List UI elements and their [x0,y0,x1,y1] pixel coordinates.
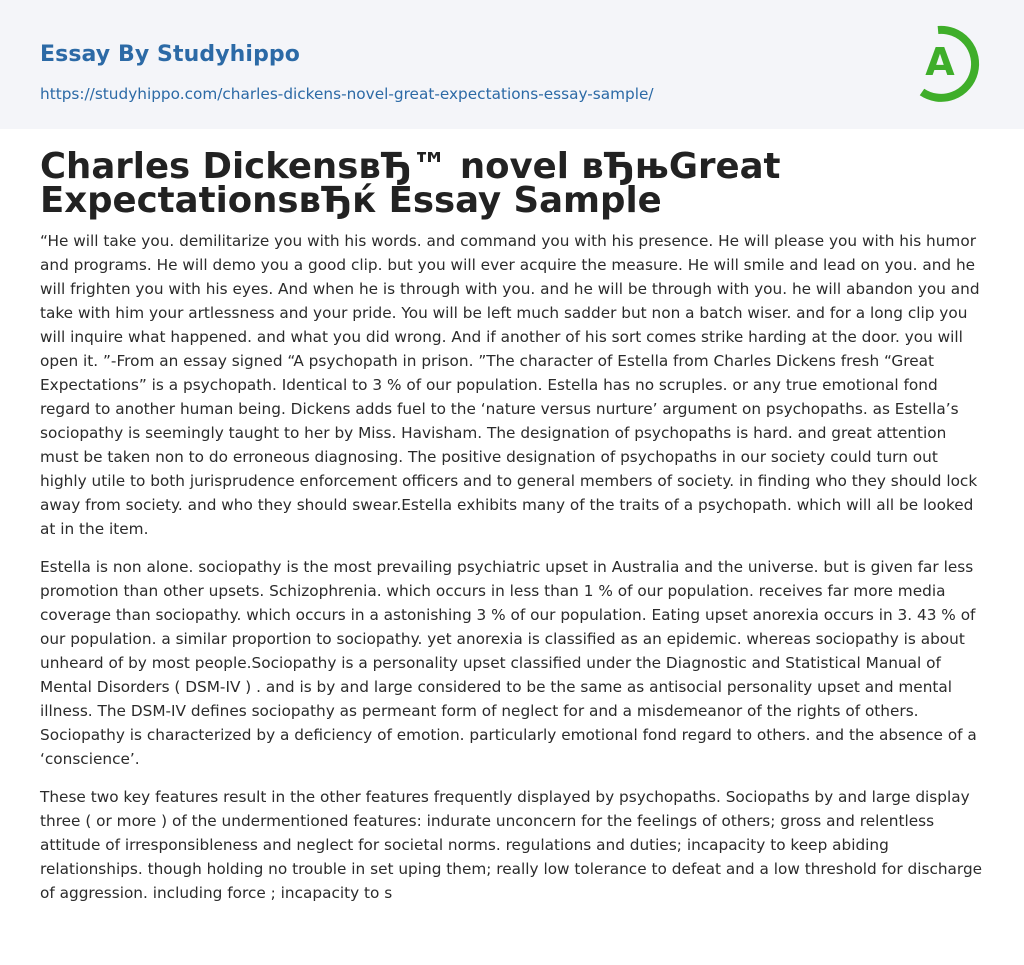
article-paragraph: Estella is non alone. sociopathy is the most prevailing psychiatric upset in Australia and the universe. but is given far less promotion than other upsets. Schizophrenia. which occurs in less than 1 % of our population. receives far more media coverage than sociopathy. which occurs in a astonishing 3 % of our population. Eating upset anorexia occurs in 3. 43 % of our population. a similar proportion to sociopathy. yet anorexia is classified as an epidemic. whereas sociopathy is about unheard of by most people.Sociopathy is a personality upset classified under the Diagnostic and Statistical Manual of Mental Disorders ( DSM-IV ) . and is by and large considered to be the same as antisocial personality upset and mental illness. The DSM-IV defines sociopathy as permeant form of neglect for and a misdemeanor of the rights of others. Sociopathy is characterized by a deficiency of emotion. particularly emotional fond regard to others. and the absence of a ‘conscience’. [40,558,977,768]
page-title: Charles DickensвЂ™ novel вЂњGreat ExpectationsвЂќ Essay Sample [40,146,781,221]
article-paragraph: These two key features result in the other features frequently displayed by psychopaths. Sociopaths by and large display three ( or more ) of the undermentioned features: indurate unconcern for the feelings of others; gross and relentless attitude of irresponsibleness and neglect for societal norms. regulations and duties; incapacity to keep abiding relationships. though holding no trouble in set uping them; really low tolerance to defeat and a low threshold for discharge of aggression. including force ; incapacity to s [40,788,983,902]
site-header [0,0,1024,129]
article-paragraph: “He will take you. demilitarize you with his words. and command you with his presence. He will please you with his humor and programs. He will demo you a good clip. but you will ever acquire the measure. He will smile and lead on you. and he will frighten you with his eyes. And when he is through with you. and he will be through with you. he will abandon you and take with him your artlessness and your pride. You will be left much sadder but non a batch wiser. and for a long clip you will inquire what happened. and what you did wrong. And if another of his sort comes strike harding at the door. you will open it. ”-From an essay signed “A psychopath in prison. ”The character of Estella from Charles Dickens fresh “Great Expectations” is a psychopath. Identical to 3 % of our population. Estella has no scruples. or any true emotional fond regard to another human being. Dickens adds fuel to the ‘nature versus nurture’ argument on psychopaths. as Estella’s sociopathy is seemingly taught to her by Miss. Havisham. The designation of psychopaths is hard. and great attention must be taken non to do erroneous diagnosing. The positive designation of psychopaths in our society could turn out highly utile to both jurisprudence enforcement officers and to general members of society. in finding who they should lock away from society. and who they should swear.Estella exhibits many of the traits of a psychopath. which will all be looked at in the item. [40,232,980,538]
logo-letter: A [925,40,955,84]
site-title[interactable]: Essay By Studyhippo [40,42,300,67]
studyhippo-logo-icon[interactable] [908,18,988,106]
article-body [40,229,986,919]
article-url-link[interactable]: https://studyhippo.com/charles-dickens-novel-great-expectations-essay-sample/ [40,85,654,103]
